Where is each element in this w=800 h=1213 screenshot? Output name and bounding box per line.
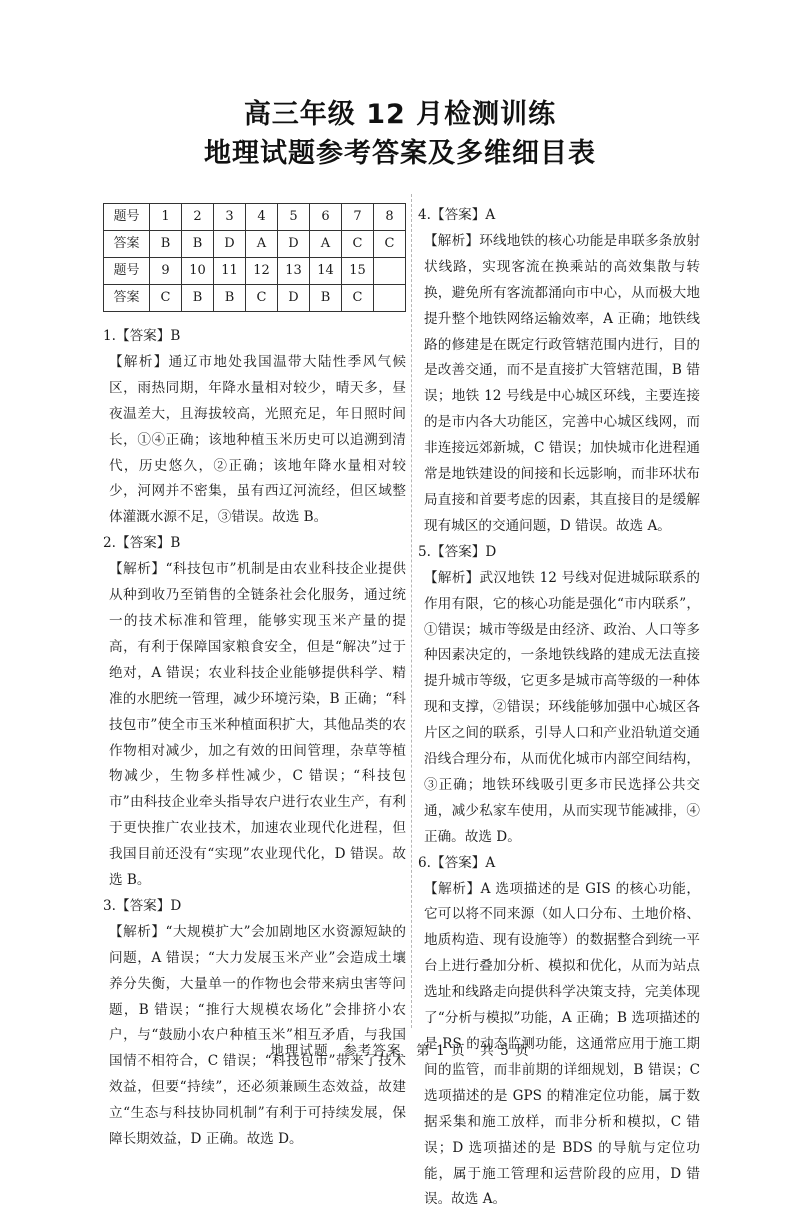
table-cell: 答案 xyxy=(104,231,150,258)
document-title: 高三年级 12 月检测训练 xyxy=(243,99,557,130)
question-explanation: 【解析】武汉地铁 12 号线对促进城际联系的作用有限，它的核心功能是强化“市内联系”，①错误；城市等级是由经济、政治、人口等多种因素决定的，一条地铁线路的建成无法直接提升城市等级，它更多是城市高等级的一种体现和支撑，②错误；环线能够加强中心城区各片区之间的联系，引导人口和产业沿轨道交通沿线合理分布，从而优化城市内部空间结构，③正确；地铁环线吸引更多市民选择公共交通，减少私家车使用，从而实现节能减排，④正确。故选 D。 xyxy=(424,569,700,845)
table-cell: 题号 xyxy=(104,258,150,285)
table-cell: C xyxy=(374,231,406,258)
table-cell xyxy=(374,285,406,312)
question-explanation: 【解析】通辽市地处我国温带大陆性季风气候区，雨热同期，年降水量相对较少，晴天多，昼夜温差大，且海拔较高，光照充足，年日照时间长，①④正确；该地种植玉米历史可以追溯到清代，历史悠久，②正确；该地年降水量相对较少，河网并不密集，虽有西辽河流经，但区域整体灌溉水源不足，③错误。故选 B。 xyxy=(109,353,406,526)
table-cell: 13 xyxy=(278,258,310,285)
table-cell xyxy=(374,258,406,285)
table-cell: 15 xyxy=(342,258,374,285)
question-block xyxy=(418,851,700,1213)
question-answer: 4.【答案】A xyxy=(418,207,496,223)
table-cell: 4 xyxy=(246,204,278,231)
table-cell: 5 xyxy=(278,204,310,231)
question-answer: 6.【答案】A xyxy=(418,854,496,871)
table-cell: 3 xyxy=(214,204,246,231)
table-cell: 11 xyxy=(214,258,246,285)
table-cell: 1 xyxy=(150,204,182,231)
question-block xyxy=(418,540,700,851)
table-cell: 8 xyxy=(374,204,406,231)
table-cell: C xyxy=(342,231,374,258)
table-cell: 题号 xyxy=(104,204,150,231)
table-cell: 9 xyxy=(150,258,182,285)
page-footer: 地理试题 参考答案 第 1 页 共 5 页 xyxy=(270,1043,530,1059)
table-cell: 6 xyxy=(310,204,342,231)
column-divider xyxy=(411,194,412,1028)
table-row xyxy=(104,231,406,258)
question-block xyxy=(103,324,406,531)
table-cell: 7 xyxy=(342,204,374,231)
question-block xyxy=(418,203,700,540)
question-explanation: 【解析】环线地铁的核心功能是串联多条放射状线路，实现客流在换乘站的高效集散与转换，避免所有客流都涌向市中心，从而极大地提升整个地铁网络运输效率，A 正确；地铁线路的修建是在既定行政管辖范围内进行，目的是改善交通，而不是直接扩大管辖范围，B 错误；地铁 12 号线是中心城区环线，主要连接的是市内各大功能区，完善中心城区线网，而非连接远郊新城，C 错误；加快城市化进程通常是地铁建设的间接和长远影响，而非环状布局直接和首要考虑的因素，其直接目的是缓解现有城区的交通问题，D 错误。故选 A。 xyxy=(424,232,700,534)
table-cell: B xyxy=(214,285,246,312)
question-explanation: 【解析】“科技包市”机制是由农业科技企业提供从种到收乃至销售的全链条社会化服务，通过统一的技术标准和管理，能够实现玉米产量的提高，有利于保障国家粮食安全，但是“解决”过于绝对，A 错误；农业科技企业能够提供科学、精准的水肥统一管理，减少环境污染，B 正确；“科技包市”使全市玉米种植面积扩大，其他品类的农作物相对减少，加之有效的田间管理，杂草等植物减少，生物多样性减少，C 错误；“科技包市”由科技企业牵头指导农户进行农业生产，有利于更快推广农业技术，加速农业现代化进程，但我国目前还没有“实现”农业现代化，D 错误。故选 B。 xyxy=(109,561,406,889)
table-cell: B xyxy=(150,231,182,258)
question-answer: 1.【答案】B xyxy=(103,328,181,344)
table-row xyxy=(104,204,406,231)
question-answer: 3.【答案】D xyxy=(103,897,182,914)
table-cell: C xyxy=(246,285,278,312)
table-cell: D xyxy=(214,231,246,258)
table-cell: B xyxy=(310,285,342,312)
table-cell: 答案 xyxy=(104,285,150,312)
table-row xyxy=(104,285,406,312)
table-cell: A xyxy=(246,231,278,258)
question-explanation: 【解析】“大规模扩大”会加剧地区水资源短缺的问题，A 错误；“大力发展玉米产业”会造成土壤养分失衡，大量单一的作物也会带来病虫害等问题，B 错误；“推行大规模农场化”会排挤小农户，与“鼓励小农户种植玉米”相互矛盾，与我国国情不相符合，C 错误；“科技包市”带来了技术效益，但要“持续”，还必须兼顾生态效益，故建立“生态与科技协同机制”有利于可持续发展，保障长期效益，D 正确。故选 D。 xyxy=(109,923,406,1148)
question-explanation: 【解析】A 选项描述的是 GIS 的核心功能，它可以将不同来源（如人口分布、土地价格、地质构造、现有设施等）的数据整合到统一平台上进行叠加分析、模拟和优化，从而为站点选址和线路走向提供科学决策支持，完美体现了“分析与模拟”功能，A 正确；B 选项描述的是 RS 的动态监测功能，这通常应用于施工期间的监管，而非前期的详细规划，B 错误；C 选项描述的是 GPS 的精准定位功能，属于数据采集和施工放样，而非分析和模拟，C 错误；D 选项描述的是 BDS 的导航与定位功能，属于施工管理和运营阶段的应用，D 错误。故选 A。 xyxy=(424,880,700,1208)
table-cell: C xyxy=(342,285,374,312)
table-cell: D xyxy=(278,285,310,312)
right-column xyxy=(418,203,700,1213)
table-cell: 10 xyxy=(182,258,214,285)
table-cell: A xyxy=(310,231,342,258)
question-answer: 5.【答案】D xyxy=(418,543,497,560)
question-answer: 2.【答案】B xyxy=(103,535,181,552)
table-cell: B xyxy=(182,285,214,312)
table-cell: C xyxy=(150,285,182,312)
document-subtitle: 地理试题参考答案及多维细目表 xyxy=(204,138,596,169)
table-cell: 14 xyxy=(310,258,342,285)
table-cell: 12 xyxy=(246,258,278,285)
question-block xyxy=(103,531,406,894)
table-row xyxy=(104,258,406,285)
table-cell: D xyxy=(278,231,310,258)
answer-table xyxy=(103,203,406,312)
table-cell: 2 xyxy=(182,204,214,231)
left-column xyxy=(103,203,406,1153)
table-cell: B xyxy=(182,231,214,258)
question-block xyxy=(103,894,406,1153)
